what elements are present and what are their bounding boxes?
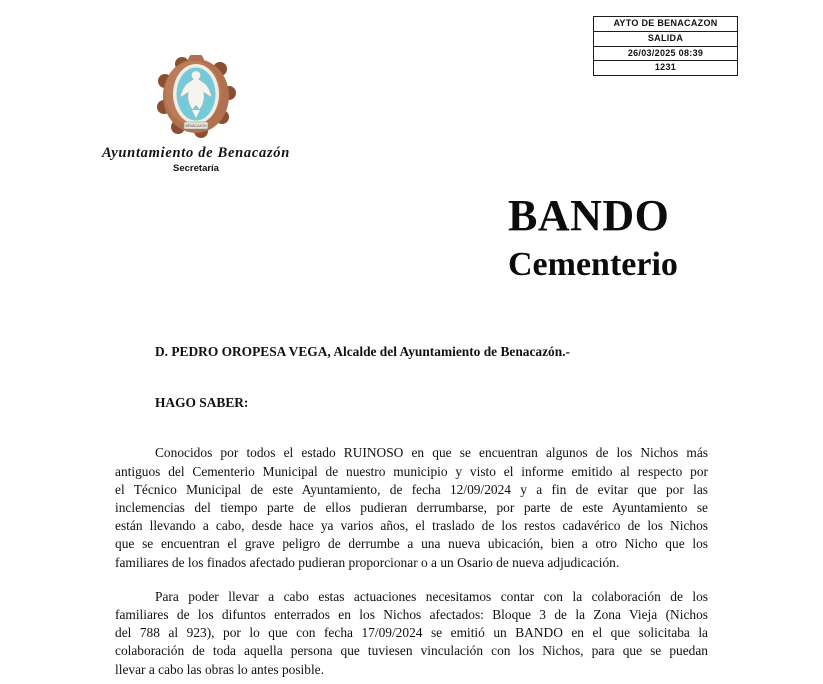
paragraph-1-line: están llevando a cabo, desde hace ya varios años, el traslado de los restos cadavérico de los Nichos [115, 518, 708, 534]
paragraph-2 [115, 588, 708, 679]
salutation-line: D. PEDRO OROPESA VEGA, Alcalde del Ayuntamiento de Benacazón.- [155, 344, 571, 359]
stamp-salida-row: SALIDA [594, 31, 737, 46]
paragraph-1-line: Conocidos por todos el estado RUINOSO en que se encuentran algunos de los Nichos más [155, 445, 708, 461]
paragraph-1-line: antiguos del Cementerio Municipal de nuestro municipio y visto el informe emitido al respecto por [115, 463, 708, 479]
org-name: Ayuntamiento de Benacazón [101, 145, 291, 161]
stamp-org-row: AYTO DE BENACAZON [613, 18, 718, 28]
paragraph-2-line: llevar a cabo las obras lo antes posible. [115, 661, 324, 677]
municipal-seal-icon [156, 55, 236, 141]
paragraph-2-line: familiares de los difuntos enterrados en los Nichos afectados: Bloque 3 de la Zona Vieja (Nichos [115, 607, 708, 623]
paragraph-1-line: inclemencias del tiempo parte de ellos pudieran derrumbarse, por parte de este Ayuntamiento se [115, 500, 708, 516]
paragraph-2-line: del 788 al 923), por lo que con fecha 17/09/2024 se emitió un BANDO en el que solicitaba la [115, 625, 708, 641]
paragraph-1-line: familiares de los finados afectado pudieran proporcionar o a un Osario de nueva adjudicación. [115, 554, 620, 570]
stamp-number-row: 1231 [594, 60, 737, 75]
dept-name: Secretaría [173, 163, 219, 174]
document-title: BANDO [508, 191, 670, 240]
paragraph-1 [115, 444, 708, 571]
paragraph-2-line: Para poder llevar a cabo estas actuaciones necesitamos contar con la colaboración de los [155, 588, 708, 604]
paragraph-1-line: que se encuentran el grave peligro de derrumbe a una nueva ubicación, bien a otro Nicho que los [115, 536, 708, 552]
paragraph-2-line: colaboración de toda aquella persona que tuviesen vinculación con los Nichos, para que se puedan [115, 643, 708, 659]
seal-plaque-text: BENACAZON [185, 124, 207, 129]
title-block [508, 192, 678, 284]
registry-stamp [593, 16, 738, 76]
stamp-datetime-row: 26/03/2025 08:39 [594, 46, 737, 61]
document-subtitle: Cementerio [508, 246, 678, 283]
paragraph-1-line: el Técnico Municipal de este Ayuntamiento, de fecha 12/09/2024 y a fin de evitar que por las [115, 481, 708, 497]
announce-line: HAGO SABER: [155, 395, 249, 411]
logo-block [95, 55, 297, 174]
document-body [115, 343, 708, 679]
